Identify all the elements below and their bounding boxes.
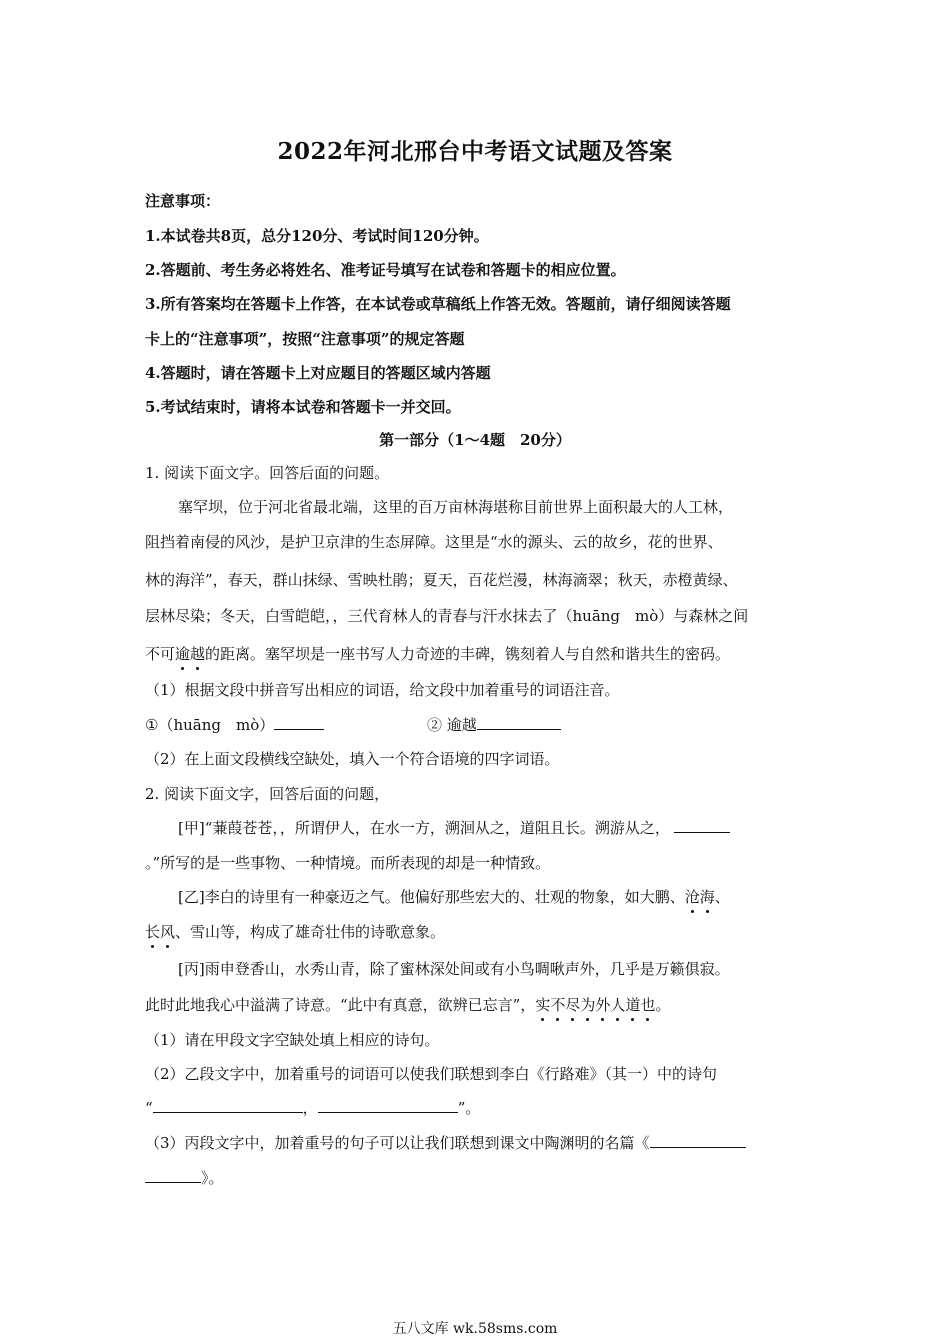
- q1-paragraph-line: 塞罕坝，位于河北省最北端，这里的百万亩林海堪称目前世界上面积最大的人工林，: [178, 498, 734, 516]
- q2-text: “: [145, 1099, 153, 1117]
- answer-blank[interactable]: [153, 1098, 303, 1113]
- emphasis-char: 外: [595, 996, 611, 1014]
- q2-bing-line: [丙]雨申登香山，水秀山青，除了蜜林深处间或有小鸟啁啾声外，几乎是万籁俱寂。: [178, 960, 730, 978]
- q1-text: 的距离。塞罕坝是一座书写人力奇迹的丰碑，镌刻着人与自然和谐共生的密码。: [205, 645, 731, 663]
- emphasis-char: 海: [699, 888, 715, 906]
- q1-text: 不可: [145, 645, 176, 663]
- emphasis-char: 道: [625, 996, 641, 1014]
- emphasis-char: 实: [535, 996, 551, 1014]
- emphasis-char: 也: [640, 996, 656, 1014]
- q2-jia-line: [178, 817, 808, 838]
- q2-text: [甲]“蒹葭苍苍，，所谓伊人，在水一方，溯洄从之，道阻且长。溯游从之，: [178, 819, 670, 837]
- emphasis-char: 尽: [565, 996, 581, 1014]
- q2-sub2-answer-row: [145, 1097, 810, 1118]
- answer-label: ①（huāng mò）: [145, 716, 275, 734]
- notice-item: 5.考试结束时，请将本试卷和答题卡一并交回。: [145, 398, 461, 416]
- emphasis-char: 逾: [175, 645, 191, 663]
- q2-sub3-answer-row: [145, 1167, 810, 1188]
- notice-item: 3.所有答案均在答题卡上作答，在本试卷或草稿纸上作答无效。答题前，请仔细阅读答题: [145, 295, 731, 313]
- answer-blank[interactable]: [674, 818, 730, 833]
- footer-watermark: 五八文库 wk.58sms.com: [392, 1321, 558, 1337]
- emphasis-char: 人: [610, 996, 626, 1014]
- answer-blank[interactable]: [274, 715, 324, 730]
- q2-text: 。: [655, 996, 671, 1014]
- answer-label: ② 逾越: [427, 716, 477, 734]
- q2-sub-question-3: [145, 1132, 810, 1153]
- section-heading: 第一部分（1～4题 20分）: [379, 431, 571, 449]
- notice-heading: 注意事项：: [145, 192, 221, 210]
- emphasis-char: 越: [190, 645, 206, 663]
- emphasis-char: 不: [550, 996, 566, 1014]
- q2-bing-line: [145, 994, 810, 1015]
- q1-sub-question-1: （1）根据文段中拼音写出相应的词语，给文段中加着重号的词语注音。: [145, 681, 620, 699]
- q2-text: 》。: [201, 1169, 224, 1187]
- q2-yi-line: [178, 886, 843, 907]
- answer-blank[interactable]: [477, 715, 561, 730]
- notice-item: 1.本试卷共8页，总分120分、考试时间120分钟。: [145, 227, 489, 245]
- question-2-stem: 2. 阅读下面文字，回答后面的问题，: [145, 785, 390, 803]
- q2-text: 、: [714, 888, 730, 906]
- q1-paragraph-line: 林的海洋”，春天，群山抹绿、雪映杜鹃；夏天，百花烂漫，林海滴翠；秋天，赤橙黄绿、: [145, 571, 738, 589]
- q1-sub-question-2: （2）在上面文段横线空缺处，填入一个符合语境的四字词语。: [145, 750, 560, 768]
- answer-blank[interactable]: [318, 1098, 458, 1113]
- emphasis-char: 为: [580, 996, 596, 1014]
- q1-paragraph-line: [145, 643, 810, 664]
- notice-item: 卡上的“注意事项”，按照“注意事项”的规定答题: [145, 330, 465, 348]
- q2-sub-question-1: （1）请在甲段文字空缺处填上相应的诗句。: [145, 1031, 440, 1049]
- q2-text: 此时此地我心中溢满了诗意。“此中有真意，欲辨已忘言”，: [145, 996, 536, 1014]
- q2-text: ”。: [457, 1099, 481, 1117]
- q2-text: 、雪山等，构成了雄奇壮伟的诗歌意象。: [175, 923, 446, 941]
- answer-blank[interactable]: [145, 1168, 201, 1183]
- question-1-stem: 1. 阅读下面文字。回答后面的问题。: [145, 464, 390, 482]
- q2-text: ，: [302, 1099, 318, 1117]
- q1-paragraph-line: 层林尽染；冬天，白雪皑皑，，三代育林人的青春与汗水抹去了（huāng mò）与森林之间: [145, 607, 749, 625]
- emphasis-char: 风: [160, 923, 176, 941]
- notice-item: 4.答题时，请在答题卡上对应题目的答题区域内答题: [145, 364, 491, 382]
- emphasis-char: 长: [145, 923, 161, 941]
- q2-yi-line: [145, 921, 810, 942]
- emphasis-char: 沧: [684, 888, 700, 906]
- q2-sub-question-2: （2）乙段文字中，加着重号的词语可以使我们联想到李白《行路难》（其一）中的诗句: [145, 1065, 718, 1083]
- q2-text: [乙]李白的诗里有一种豪迈之气。他偏好那些宏大的、壮观的物象，如大鹏、: [178, 888, 685, 906]
- q2-jia-line: [145, 852, 810, 873]
- answer-blank[interactable]: [650, 1133, 746, 1148]
- notice-item: 2.答题前、考生务必将姓名、准考证号填写在试卷和答题卡的相应位置。: [145, 261, 626, 279]
- q1-answer-row: [427, 714, 627, 735]
- q2-text: （3）丙段文字中，加着重号的句子可以让我们联想到课文中陶渊明的名篇《: [145, 1134, 650, 1152]
- q2-text: 。”所写的是一些事物、一种情境。而所表现的却是一种情致。: [145, 854, 551, 872]
- q1-paragraph-line: 阻挡着南侵的风沙，是护卫京津的生态屏障。这里是“水的源头、云的故乡，花的世界、: [145, 533, 723, 551]
- page-title: 2022年河北邢台中考语文试题及答案: [277, 138, 673, 165]
